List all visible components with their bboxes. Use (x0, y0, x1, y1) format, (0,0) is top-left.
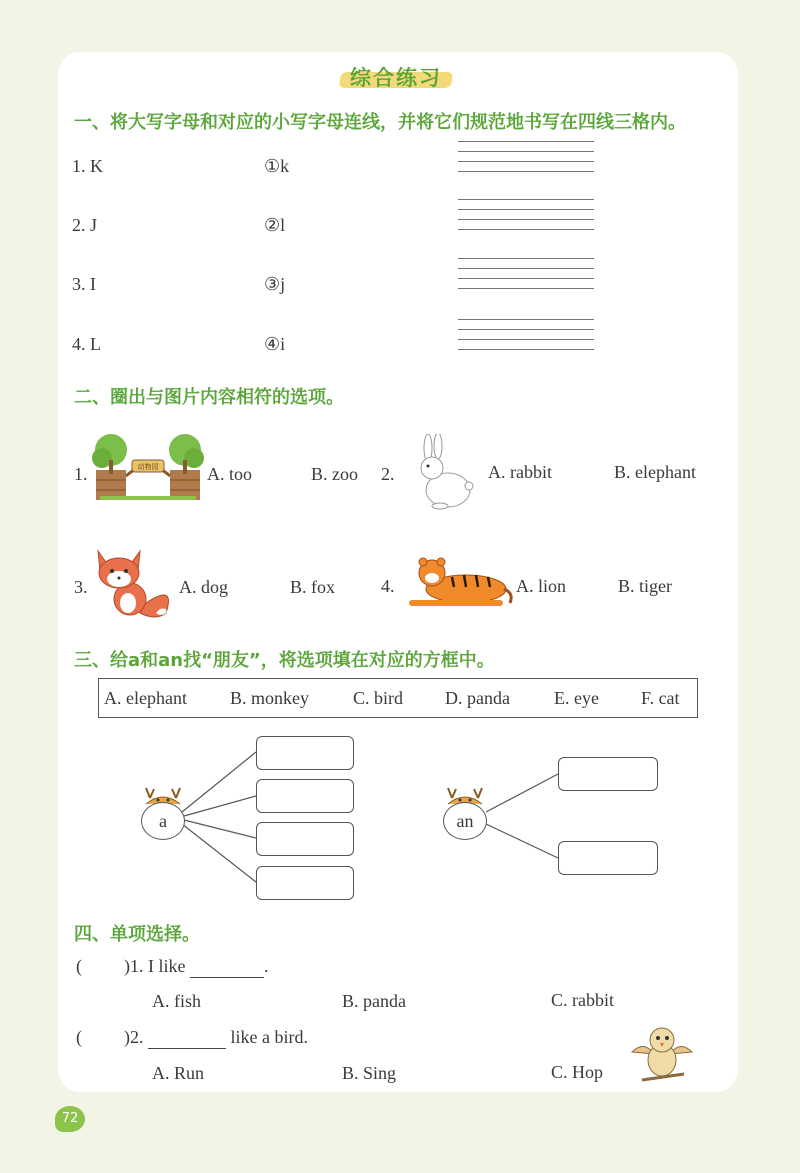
uppercase-item: 1. K (72, 156, 103, 176)
article-a-bubble: a (141, 802, 185, 840)
option-b[interactable]: B. tiger (618, 576, 672, 596)
uppercase-item: 4. L (72, 334, 101, 354)
answer-paren-close: ) (124, 956, 130, 976)
section1-heading: 一、将大写字母和对应的小写字母连线，并将它们规范地书写在四线三格内。 (74, 112, 686, 133)
choice[interactable]: B. Sing (342, 1063, 397, 1083)
lowercase-item: ④i (264, 334, 286, 354)
answer-paren-open: ( (76, 1027, 82, 1047)
fill-blank[interactable] (190, 956, 264, 978)
question-number: 2. (130, 1027, 144, 1047)
answer-box-a[interactable] (256, 866, 354, 900)
lowercase-item: ③j (264, 274, 286, 294)
choice[interactable]: A. fish (152, 991, 201, 1011)
section2-heading: 二、圈出与图片内容相符的选项。 (74, 387, 344, 408)
item-number: 3. (74, 577, 88, 597)
choice[interactable]: C. rabbit (551, 990, 614, 1010)
choice[interactable]: C. Hop (551, 1062, 604, 1082)
title-text: 综合练习 (350, 66, 442, 90)
option-b[interactable]: B. elephant (614, 462, 696, 482)
zoo-sign-text: 动物园 (137, 463, 159, 471)
option-a[interactable]: A. too (207, 464, 252, 484)
word-option: C. bird (353, 688, 404, 708)
item-number: 4. (381, 576, 395, 596)
question-1 (130, 956, 269, 978)
word-option: E. eye (554, 688, 599, 708)
lowercase-item: ①k (264, 156, 290, 176)
word-option: D. panda (445, 688, 510, 708)
question-number: 1. (130, 956, 144, 976)
option-a[interactable]: A. lion (516, 576, 567, 596)
word-option: A. elephant (104, 688, 187, 708)
section4-heading: 四、单项选择。 (74, 924, 200, 945)
answer-box-a[interactable] (256, 736, 354, 770)
answer-slot[interactable] (84, 953, 122, 979)
option-b[interactable]: B. fox (290, 577, 335, 597)
answer-slot[interactable] (84, 1024, 122, 1050)
answer-box-an[interactable] (558, 757, 658, 791)
answer-box-an[interactable] (558, 841, 658, 875)
question-text: I like (148, 956, 186, 976)
answer-box-a[interactable] (256, 822, 354, 856)
article-an-bubble: an (443, 802, 487, 840)
question-2 (130, 1027, 308, 1049)
option-a[interactable]: A. rabbit (488, 462, 552, 482)
item-number: 2. (381, 464, 395, 484)
lowercase-item: ②l (264, 215, 286, 235)
answer-box-a[interactable] (256, 779, 354, 813)
word-option: B. monkey (230, 688, 309, 708)
option-b[interactable]: B. zoo (311, 464, 358, 484)
option-a[interactable]: A. dog (179, 577, 228, 597)
choice[interactable]: A. Run (152, 1063, 205, 1083)
bird-picture (626, 1022, 698, 1088)
uppercase-item: 2. J (72, 215, 98, 235)
choice[interactable]: B. panda (342, 991, 406, 1011)
question-end: like a bird. (230, 1027, 308, 1047)
fill-blank[interactable] (148, 1027, 226, 1049)
answer-paren-close: ) (124, 1027, 130, 1047)
word-option: F. cat (641, 688, 680, 708)
uppercase-item: 3. I (72, 274, 96, 294)
item-number: 1. (74, 464, 88, 484)
question-end: . (264, 956, 269, 976)
page-number: 72 (55, 1106, 85, 1132)
section3-heading: 三、给a和an找“朋友”，将选项填在对应的方框中。 (74, 650, 495, 671)
answer-paren-open: ( (76, 956, 82, 976)
